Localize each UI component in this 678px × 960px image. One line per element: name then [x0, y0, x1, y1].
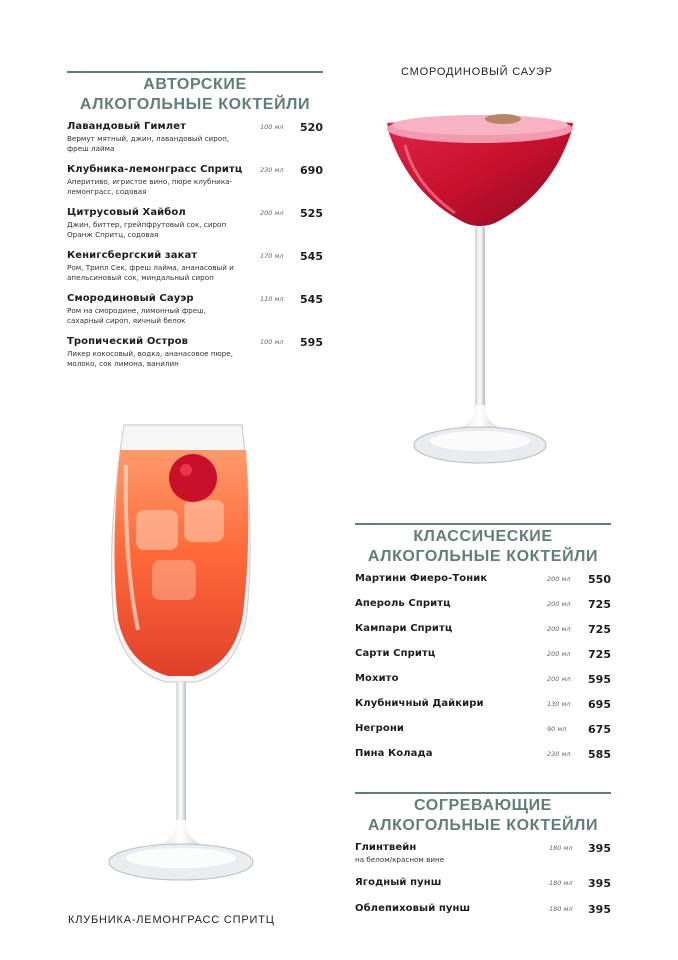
section-title — [355, 796, 611, 836]
top-photo-caption: СМОРОДИНОВЫЙ САУЭР — [401, 66, 553, 78]
item-price: 395 — [588, 842, 611, 855]
item-name: Мохито — [355, 673, 399, 684]
menu-item — [67, 250, 323, 282]
menu-item — [67, 336, 323, 368]
warming-section — [355, 792, 611, 929]
menu-item — [355, 748, 611, 760]
item-volume: 200 мл — [547, 575, 571, 583]
item-price: 525 — [300, 207, 323, 220]
title-line-2: АЛКОГОЛЬНЫЕ КОКТЕЙЛИ — [367, 817, 599, 834]
item-volume: 200 мл — [547, 625, 571, 633]
item-volume: 200 мл — [547, 600, 571, 608]
item-description: Джин, биттер, грейпфрутовый сок, сироп Оранж Спритц, содовая — [67, 220, 227, 239]
item-volume: 180 мл — [549, 878, 573, 887]
item-volume: 130 мл — [547, 700, 571, 708]
item-name: Смородиновый Сауэр — [67, 293, 194, 304]
item-volume: 230 мл — [260, 166, 284, 174]
item-volume: 200 мл — [547, 675, 571, 683]
item-price: 690 — [300, 164, 323, 177]
coupe-glass-image — [375, 105, 585, 475]
classic-section — [355, 523, 611, 773]
title-line-1: АВТОРСКИЕ — [143, 76, 247, 93]
item-name: Кенигсбергский закат — [67, 250, 198, 261]
menu-item — [355, 698, 611, 710]
warming-item-list — [355, 842, 611, 915]
item-name: Лавандовый Гимлет — [67, 121, 186, 132]
item-volume: 180 мл — [549, 904, 573, 913]
item-volume: 200 мл — [260, 209, 284, 217]
item-volume: 100 мл — [260, 123, 284, 131]
item-volume: 200 мл — [547, 650, 571, 658]
item-name: Цитрусовый Хайбол — [67, 207, 186, 218]
item-price: 545 — [300, 293, 323, 306]
item-price: 545 — [300, 250, 323, 263]
item-name: Клубничный Дайкири — [355, 698, 484, 709]
menu-item — [355, 598, 611, 610]
menu-item — [355, 842, 611, 865]
title-line-1: СОГРЕВАЮЩИЕ — [414, 797, 552, 814]
section-rule — [355, 792, 611, 794]
item-name: Негрони — [355, 723, 405, 734]
classic-item-list — [355, 573, 611, 760]
item-name: Ягодный пунш — [355, 876, 442, 888]
item-description: на белом/красном вине — [355, 855, 445, 864]
menu-item — [355, 573, 611, 585]
item-price: 395 — [588, 876, 611, 890]
menu-item — [67, 164, 323, 196]
item-price: 725 — [588, 623, 611, 636]
item-name: Глинтвейн — [355, 842, 417, 853]
item-name: Мартини Фиеро-Тоник — [355, 573, 488, 584]
item-name: Пина Колада — [355, 748, 433, 759]
menu-item — [67, 293, 323, 325]
author-section — [67, 71, 323, 379]
item-price: 520 — [300, 121, 323, 134]
item-name: Клубника-лемонграсс Спритц — [67, 164, 243, 175]
menu-item — [67, 207, 323, 239]
item-description: Ликер кокосовый, водка, ананасовое пюре, молоко, сок лимона, ванилин — [67, 349, 233, 368]
section-title — [67, 75, 323, 115]
menu-item — [355, 623, 611, 635]
title-line-2: АЛКОГОЛЬНЫЕ КОКТЕЙЛИ — [367, 548, 599, 565]
item-description: Аперитиво, игристое вино, пюре клубника-лемонграсс, содовая — [67, 177, 233, 196]
item-price: 585 — [588, 748, 611, 761]
menu-item — [355, 648, 611, 660]
item-name: Апероль Спритц — [355, 598, 451, 609]
menu-item — [355, 903, 611, 915]
item-description: Ром на смородине, лимонный фреш, сахарный сироп, яичный белок — [67, 306, 206, 325]
item-price: 725 — [588, 598, 611, 611]
bottom-photo-caption: КЛУБНИКА-ЛЕМОНГРАСС СПРИТЦ — [68, 914, 275, 926]
item-price: 695 — [588, 698, 611, 711]
section-rule — [355, 523, 611, 525]
item-price: 725 — [588, 648, 611, 661]
section-title — [355, 527, 611, 567]
menu-item — [355, 877, 611, 889]
wine-glass-image — [96, 420, 266, 890]
item-name: Кампари Спритц — [355, 623, 453, 634]
menu-item — [67, 121, 323, 153]
item-volume: 180 мл — [549, 844, 573, 852]
item-description: Вермут мятный, джин, лавандовый сироп, фреш лайма — [67, 134, 230, 153]
item-volume: 90 мл — [547, 725, 567, 733]
item-price: 675 — [588, 723, 611, 736]
item-price: 395 — [588, 902, 611, 916]
item-volume: 100 мл — [260, 338, 284, 346]
title-line-2: АЛКОГОЛЬНЫЕ КОКТЕЙЛИ — [79, 96, 311, 113]
item-price: 550 — [588, 573, 611, 586]
menu-item — [355, 673, 611, 685]
author-item-list — [67, 121, 323, 368]
item-volume: 110 мл — [260, 295, 284, 303]
item-name: Сарти Спритц — [355, 648, 436, 659]
item-name: Облепиховый пунш — [355, 902, 471, 914]
item-volume: 170 мл — [260, 252, 284, 260]
item-price: 595 — [300, 336, 323, 349]
title-line-1: КЛАССИЧЕСКИЕ — [413, 528, 553, 545]
item-price: 595 — [588, 673, 611, 686]
item-description: Ром, Трипл Сек, фреш лайма, ананасовый и апельсиновый сок, миндальный сироп — [67, 263, 234, 282]
item-name: Тропический Остров — [67, 336, 189, 347]
section-rule — [67, 71, 323, 73]
item-volume: 230 мл — [547, 750, 571, 758]
menu-item — [355, 723, 611, 735]
